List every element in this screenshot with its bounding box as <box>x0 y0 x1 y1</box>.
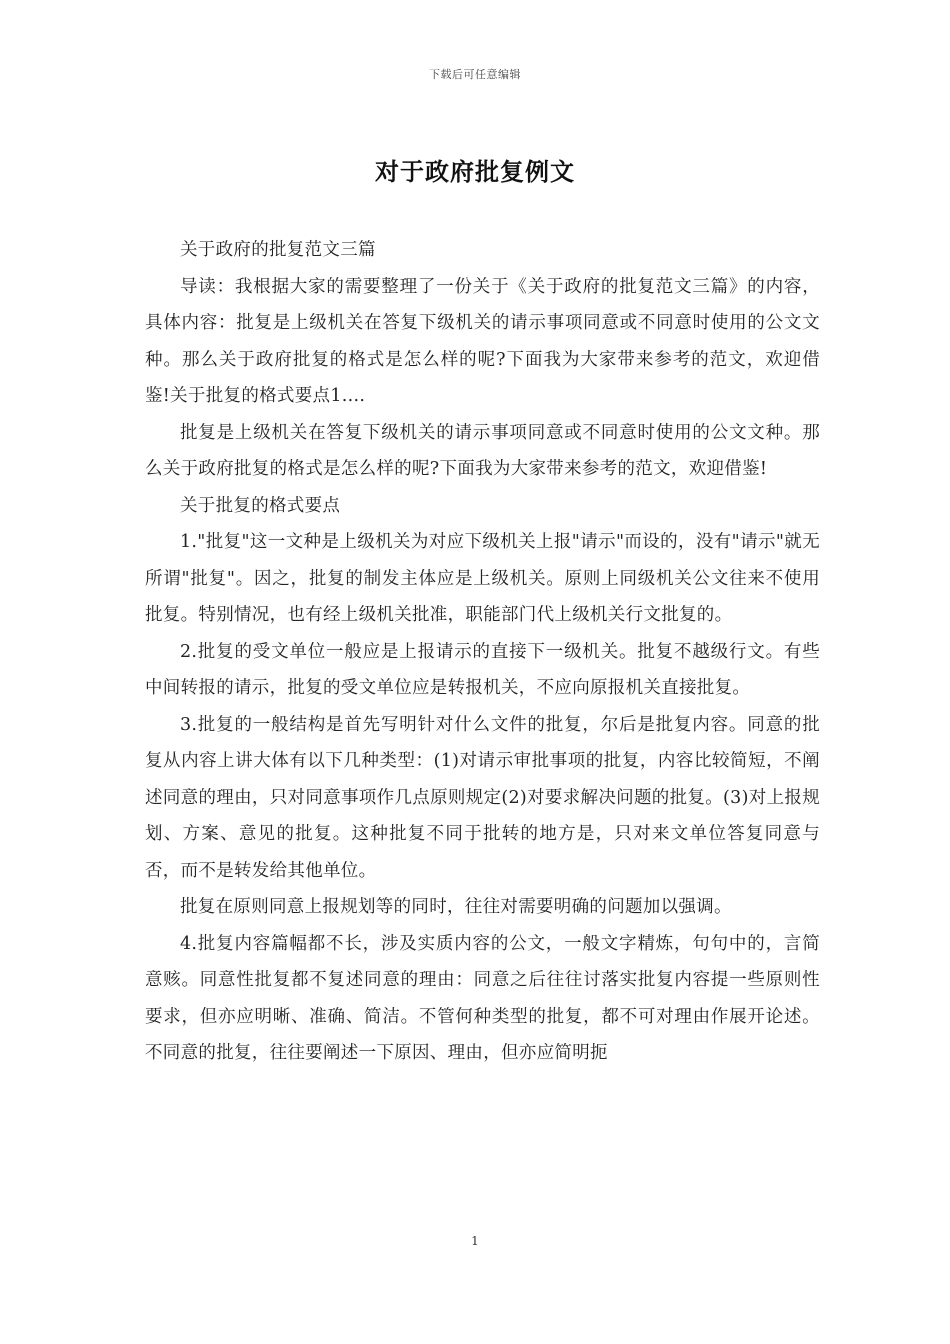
paragraph-definition: 批复是上级机关在答复下级机关的请示事项同意或不同意时使用的公文文种。那么关于政府批复的格式是怎么样的呢?下面我为大家带来参考的范文，欢迎借鉴! <box>145 422 820 479</box>
header-note: 下载后可任意编辑 <box>429 68 521 81</box>
document-body <box>145 232 820 1072</box>
paragraph-emphasis: 批复在原则同意上报规划等的同时，往往对需要明确的问题加以强调。 <box>180 897 732 917</box>
document-title: 对于政府批复例文 <box>375 157 575 186</box>
paragraph-intro: 导读：我根据大家的需要整理了一份关于《关于政府的批复范文三篇》的内容，具体内容：批复是上级机关在答复下级机关的请示事项同意或不同意时使用的公文文种。那么关于政府批复的格式是怎么样的呢?下面我为大家带来参考的范文，欢迎借鉴!关于批复的格式要点1.... <box>145 276 820 406</box>
paragraph-point-2: 2.批复的受文单位一般应是上报请示的直接下一级机关。批复不越级行文。有些中间转报的请示，批复的受文单位应是转报机关，不应向原报机关直接批复。 <box>145 641 820 698</box>
paragraph-subtitle: 关于政府的批复范文三篇 <box>180 240 376 260</box>
paragraph-format-heading: 关于批复的格式要点 <box>180 495 341 516</box>
paragraph-point-1: 1."批复"这一文种是上级机关为对应下级机关上报"请示"而设的，没有"请示"就无所谓"批复"。因之，批复的制发主体应是上级机关。原则上同级机关公文往来不使用批复。特别情况，也有经上级机关批准，职能部门代上级机关行文批复的。 <box>145 532 820 625</box>
paragraph-point-4: 4.批复内容篇幅都不长，涉及实质内容的公文，一般文字精炼，句句中的，言简意赅。同意性批复都不复述同意的理由：同意之后往往讨落实批复内容提一些原则性要求，但亦应明晰、准确、简洁。不管何种类型的批复，都不可对理由作展开论述。不同意的批复，往往要阐述一下原因、理由，但亦应简明扼 <box>145 933 820 1063</box>
page-number: 1 <box>471 1234 479 1248</box>
paragraph-point-3: 3.批复的一般结构是首先写明针对什么文件的批复，尔后是批复内容。同意的批复从内容上讲大体有以下几种类型：(1)对请示审批事项的批复，内容比较简短，不阐述同意的理由，只对同意事项作几点原则规定(2)对要求解决问题的批复。(3)对上报规划、方案、意见的批复。这种批复不同于批转的地方是，只对来文单位答复同意与否，而不是转发给其他单位。 <box>145 714 820 881</box>
